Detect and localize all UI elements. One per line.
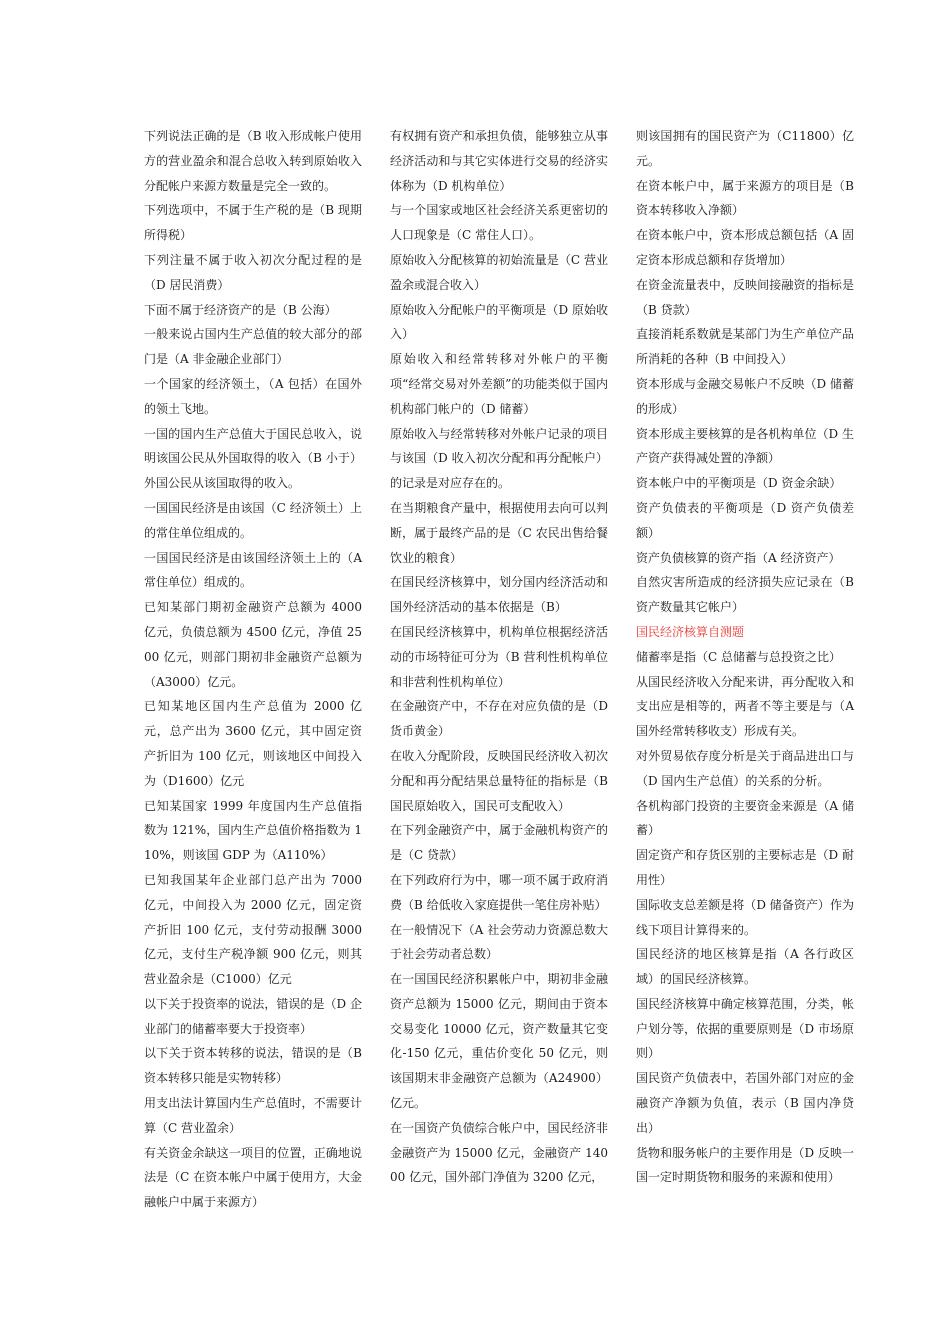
text-column-3 xyxy=(636,124,854,1190)
question-entry: 已知我国某年企业部门总产出为 7000 亿元，中间投入为 2000 亿元，固定资产折旧 100 亿元，支付劳动报酬 3000 亿元，支付生产税净额 900 亿元，则其营业盈余是（C1000）亿元 xyxy=(144,872,362,987)
question-entry: 在资本帐户中，属于来源方的项目是（B 资本转移收入净额） xyxy=(636,178,854,218)
question-entry: 从国民经济收入分配来讲，再分配收入和支出应是相等的，两者不等主要是与（A 国外经常转移收支）形成有关。 xyxy=(636,674,854,739)
question-entry: 在国民经济核算中，机构单位根据经济活动的市场特征可分为（B 营利性机构单位和非营利性机构单位） xyxy=(390,624,608,689)
question-entry: 以下关于投资率的说法，错误的是（D 企业部门的储蓄率要大于投资率） xyxy=(144,996,362,1036)
question-entry: 在一般情况下（A 社会劳动力资源总数大于社会劳动者总数） xyxy=(390,922,608,962)
question-entry: 一国国民经济是由该国（C 经济领土）上的常住单位组成的。 xyxy=(144,500,362,540)
question-entry: 资本形成与金融交易帐户不反映（D 储蓄的形成） xyxy=(636,376,854,416)
question-entry: 原始收入分配核算的初始流量是（C 营业盈余或混合收入） xyxy=(390,252,608,292)
question-entry: 在收入分配阶段，反映国民经济收入初次分配和再分配结果总量特征的指标是（B 国民原始收入，国民可支配收入） xyxy=(390,748,608,813)
question-entry: 用支出法计算国内生产总值时，不需要计算（C 营业盈余） xyxy=(144,1096,362,1135)
question-entry: 国民经济的地区核算是指（A 各行政区域）的国民经济核算。 xyxy=(636,947,854,987)
question-entry: 下列选项中，不属于生产税的是（B 现期所得税） xyxy=(144,203,362,243)
question-entry: 原始收入与经常转移对外帐户记录的项目与该国（D 收入初次分配和再分配帐户）的记录是对应存在的。 xyxy=(390,426,608,491)
question-entry: 一个国家的经济领土，（A 包括）在国外的领土飞地。 xyxy=(144,376,362,416)
question-entry: 资本形成主要核算的是各机构单位（D 生产资产获得减处置的净额） xyxy=(636,426,854,466)
question-entry: 国际收支总差额是将（D 储备资产）作为线下项目计算得来的。 xyxy=(636,897,854,937)
question-entry: 一国国民经济是由该国经济领土上的（A 常住单位）组成的。 xyxy=(144,550,362,590)
question-entry: 下列说法正确的是（B 收入形成帐户使用方的营业盈余和混合总收入转到原始收入分配帐户来源方数量是完全一致的。 xyxy=(144,129,362,193)
question-entry: 自然灾害所造成的经济损失应记录在（B 资产数量其它帐户） xyxy=(636,575,854,615)
question-entry: 已知某地区国内生产总值为 2000 亿元，总产出为 3600 亿元，其中固定资产折旧为 100 亿元，则该地区中间投入为（D1600）亿元 xyxy=(144,699,362,788)
question-entry: 有关资金余缺这一项目的位置，正确地说法是（C 在资本帐户中属于使用方，大金融帐户中属于来源方） xyxy=(144,1145,362,1210)
question-entry: 在资金流量表中，反映间接融资的指标是（B 贷款） xyxy=(636,277,854,317)
question-entry: 在当期粮食产量中，根据使用去向可以判断，属于最终产品的是（C 农民出售给餐饮业的粮食） xyxy=(390,500,608,565)
question-entry: 在资本帐户中，资本形成总额包括（A 固定资本形成总额和存货增加） xyxy=(636,228,854,267)
question-entry: 已知某部门期初金融资产总额为 4000 亿元，负债总额为 4500 亿元，净值 2500 亿元，则部门期初非金融资产总额为（A3000）亿元。 xyxy=(144,600,362,689)
question-entry: 有权拥有资产和承担负债，能够独立从事经济活动和与其它实体进行交易的经济实体称为（D 机构单位） xyxy=(390,129,608,193)
question-entry: 资产负债核算的资产指（A 经济资产） xyxy=(636,550,841,565)
question-entry: 一国的国内生产总值大于国民总收入，说明该国公民从外国取得的收入（B 小于）外国公民从该国取得的收入。 xyxy=(144,426,362,491)
question-entry: 以下关于资本转移的说法，错误的是（B 资本转移只能是实物转移） xyxy=(144,1046,362,1086)
question-entry: 在一国资产负债综合帐户中，国民经济非金融资产为 15000 亿元，金融资产 14000 亿元，国外部门净值为 3200 亿元， xyxy=(390,1120,608,1185)
question-entry: 储蓄率是指（C 总储蓄与总投资之比） xyxy=(636,649,841,664)
question-entry: 国民资产负债表中，若国外部门对应的金融资产净额为负值，表示（B 国内净贷出） xyxy=(636,1071,854,1135)
section-heading: 国民经济核算自测题 xyxy=(636,624,745,639)
question-entry: 下列注量不属于收入初次分配过程的是（D 居民消费） xyxy=(144,252,362,292)
question-entry: 在金融资产中，不存在对应负债的是（D 货币黄金） xyxy=(390,699,608,739)
question-entry: 固定资产和存货区别的主要标志是（D 耐用性） xyxy=(636,848,854,887)
question-entry: 各机构部门投资的主要资金来源是（A 储蓄） xyxy=(636,798,854,838)
question-entry: 对外贸易依存度分析是关于商品进出口与（D 国内生产总值）的关系的分析。 xyxy=(636,748,854,788)
question-entry: 原始收入分配帐户的平衡项是（D 原始收入） xyxy=(390,302,608,342)
question-entry: 资本帐户中的平衡项是（D 资金余缺） xyxy=(636,476,842,491)
text-column-1 xyxy=(144,124,362,1215)
question-entry: 原始收入和经常转移对外帐户的平衡项“经常交易对外差额”的功能类似于国内机构部门帐户的（D 储蓄） xyxy=(390,352,608,416)
question-entry: 国民经济核算中确定核算范围，分类，帐户划分等，依据的重要原则是（D 市场原则） xyxy=(636,996,854,1061)
question-entry: 一般来说占国内生产总值的较大部分的部门是（A 非金融企业部门） xyxy=(144,327,362,367)
question-entry: 下面不属于经济资产的是（B 公海） xyxy=(144,302,337,317)
question-entry: 与一个国家或地区社会经济关系更密切的人口现象是（C 常住人口）。 xyxy=(390,203,608,243)
question-entry: 则该国拥有的国民资产为（C11800）亿元。 xyxy=(636,129,854,168)
question-entry: 在一国国民经济积累帐户中，期初非金融资产总额为 15000 亿元，期间由于资本交易变化 10000 亿元，资产数量其它变化-150 亿元，重估价变化 50 亿元，则该国期末非金融资产总额为（A24900）亿元。 xyxy=(390,972,608,1111)
text-column-2 xyxy=(390,124,608,1190)
question-entry: 在国民经济核算中，划分国内经济活动和国外经济活动的基本依据是（B） xyxy=(390,575,608,615)
question-entry: 已知某国家 1999 年度国内生产总值指数为 121%，国内生产总值价格指数为 110%，则该国 GDP 为（A110%） xyxy=(144,798,362,863)
question-entry: 资产负债表的平衡项是（D 资产负债差额） xyxy=(636,500,854,540)
question-entry: 在下列政府行为中，哪一项不属于政府消费（B 给低收入家庭提供一笔住房补贴） xyxy=(390,872,608,912)
question-entry: 在下列金融资产中，属于金融机构资产的是（C 贷款） xyxy=(390,823,608,863)
question-entry: 货物和服务帐户的主要作用是（D 反映一国一定时期货物和服务的来源和使用） xyxy=(636,1145,854,1185)
question-entry: 直接消耗系数就是某部门为生产单位产品所消耗的各种（B 中间投入） xyxy=(636,327,854,367)
